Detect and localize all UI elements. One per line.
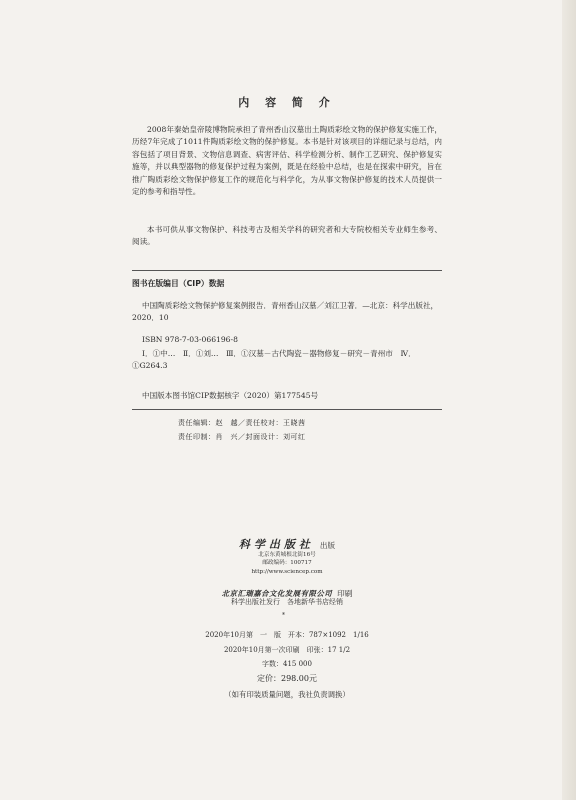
page-edge [562,0,576,800]
page-title: 内 容 简 介 [238,96,336,109]
credits-production: 责任印制：肖 兴／封面设计：刘可红 [178,433,306,441]
intro-paragraph-1: 2008年秦始皇帝陵博物院承担了青州香山汉墓出土陶质彩绘文物的保护修复实施工作，历经7年完成了1011件陶质彩绘文物的保护修复。本书是针对该项目的详细记录与总结，内容包括了项目背景、文物信息调查、病害评估、科学检测分析、制作工艺研究、保护修复实施等，并以典型器物的修复保护过程为案例，既是在经验中总结，也是在探索中研究，旨在推广陶质彩绘文物保护修复工作的规范化与科学化，为从事文物保护修复的技术人员提供一定的参考和指导性。 [132,125,442,197]
cip-number: 中国版本图书馆CIP数据核字（2020）第177545号 [142,391,319,400]
publisher-logo: 科学出版社 [238,538,314,551]
cip-record: 中国陶质彩绘文物保护修复案例报告．青州香山汉墓／刘江卫著．—北京：科学出版社，2020．10 [132,301,439,322]
quality-notice: （如有印装质量问题，我社负责调换） [224,690,350,699]
credits-editors: 责任编辑：赵 越／责任校对：王晓茜 [178,419,306,427]
edition-line-2: 2020年10月第一次印刷 印张：17 1/2 [223,646,351,654]
publisher-line [132,533,442,552]
divider-top [132,270,442,271]
publisher-suffix: 出版 [319,541,336,550]
distribution-line: 科学出版社发行 各地新华书店经销 [231,598,343,606]
edition-line-1: 2020年10月第 一 版 开本：787×1092 1/16 [205,631,369,639]
divider-bottom [132,409,442,410]
cip-isbn: ISBN 978-7-03-066196-8 [142,335,238,344]
printer-suffix: 印刷 [337,589,353,598]
cip-classification: Ⅰ．①中… Ⅱ．①刘… Ⅲ．①汉墓－古代陶瓷－器物修复－研究－青州市 Ⅳ．①G264.3 [132,349,416,370]
publisher-address: 北京东黄城根北街16号 [258,552,316,558]
publisher-zip: 邮政编码：100717 [262,560,312,566]
intro-paragraph-2: 本书可供从事文物保护、科技考古及相关学科的研究者和大专院校相关专业师生参考、阅读。 [132,225,442,247]
publisher-website: http://www.sciencep.com [251,569,323,575]
price: 定价：298.00元 [257,674,317,683]
separator-asterisk: * [282,612,285,619]
printer-name: 北京汇瑞嘉合文化发展有限公司 [221,589,333,598]
cip-heading: 图书在版编目（CIP）数据 [132,279,225,288]
edition-word-count: 字数：415 000 [262,660,312,668]
